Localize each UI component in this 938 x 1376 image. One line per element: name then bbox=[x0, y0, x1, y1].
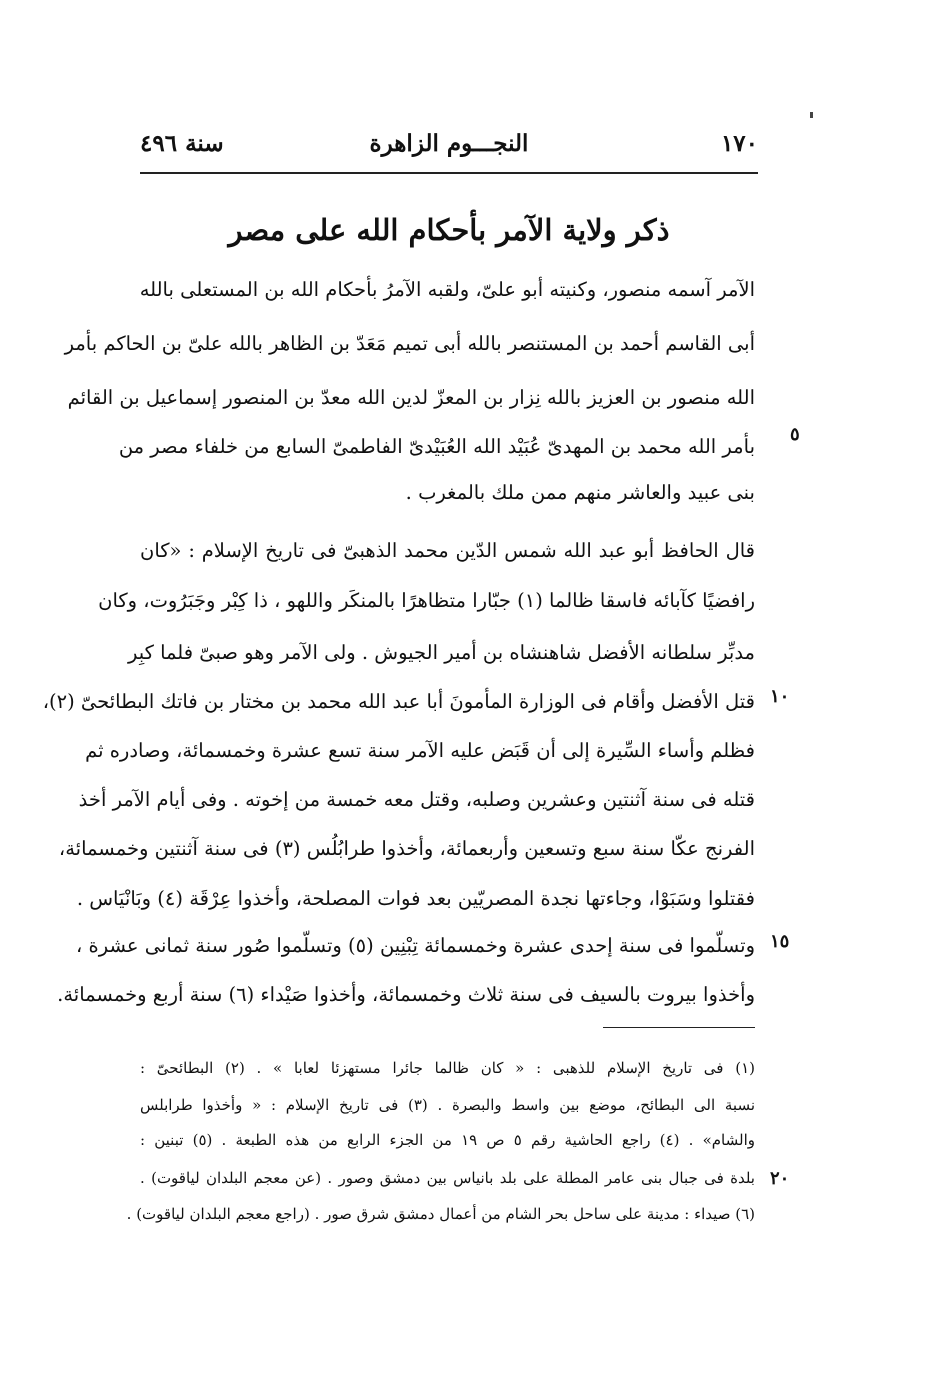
margin-line-number: ١٠ bbox=[770, 686, 790, 707]
body-line: الفرنج عكّا سنة سبع وتسعين وأربعمائة، وأخذوا طرابُلُس (٣) فى سنة آثنتين وخمسمائة، bbox=[58, 837, 755, 860]
body-line: الآمر آسمه منصور، وكنيته أبو علىّ، ولقبه الآمرُ بأحكام الله بن المستعلى بالله bbox=[139, 278, 755, 301]
footnote-line: بلدة فى جبال بنى عامر المطلة على بلد بانياس بين دمشق وصور . (عن معجم البلدان لياقوت) . bbox=[140, 1169, 755, 1187]
body-line: مدبِّر سلطانه الأفضل شاهنشاه بن أمير الجيوش . ولى الآمر وهو صبىّ فلما كبِر bbox=[127, 641, 755, 664]
margin-line-number: ٢٠ bbox=[770, 1168, 790, 1189]
print-speck bbox=[810, 112, 813, 118]
footnote-line: (١) فى تاريخ الإسلام للذهبى : « كان ظالما جائرا مستهزئا لعابا » . (٢) البطائحىّ : bbox=[140, 1059, 755, 1077]
body-line: أبى القاسم أحمد بن المستنصر بالله أبى تميم مَعَدّ بن الظاهر بالله علىّ بن الحاكم بأمر bbox=[64, 332, 755, 355]
body-text bbox=[42, 0, 755, 1376]
body-line: وتسلّموا فى سنة إحدى عشرة وخمسمائة تِبْنِين (٥) وتسلّموا صُور سنة ثمانى عشرة ، bbox=[76, 934, 755, 957]
body-line: رافضيًا كآبائه فاسقا ظالما (١) جبّارا متظاهرًا بالمنكَر واللهو ، ذا كِبْر وجَبَرُوت، وكان bbox=[98, 589, 755, 612]
body-line: بأمر الله محمد بن المهدىّ عُبَيْد الله العُبَيْدىّ الفاطمىّ السابع من خلفاء مصر من bbox=[118, 435, 755, 458]
header-year: سنة ٤٩٦ bbox=[140, 130, 224, 157]
body-line: قتل الأفضل وأقام فى الوزارة المأمونَ أبا عبد الله محمد بن مختار بن فاتك البطائحىّ (٢)، bbox=[42, 690, 755, 713]
book-title: النجـــوم الزاهرة bbox=[369, 130, 529, 157]
body-line: بنى عبيد والعاشر منهم ممن ملك بالمغرب . bbox=[405, 481, 755, 504]
body-line: قال الحافظ أبو عبد الله شمس الدّين محمد الذهبىّ فى تاريخ الإسلام : «كان bbox=[140, 539, 755, 562]
footnote-line: (٦) صيداء : مدينة على ساحل بحر الشام من أعمال دمشق شرق صور . (راجع معجم البلدان لياقوت) . bbox=[126, 1205, 755, 1223]
page-number: ١٧٠ bbox=[720, 130, 758, 157]
margin-line-number: ٥ bbox=[790, 424, 800, 445]
footnote-line: والشام» . (٤) راجع الحاشية رقم ٥ ص ١٩ من الجزء الرابع من هذه الطبعة . (٥) تبنين : bbox=[140, 1131, 755, 1149]
body-line: فظلم وأساء السِّيرة إلى أن قَبَض عليه الآمر سنة تسع عشرة وخمسمائة، وصادره ثم bbox=[85, 739, 755, 762]
body-line: قتله فى سنة آثنتين وعشرين وصلبه، وقتل معه خمسة من إخوته . وفى أيام الآمر أخذ bbox=[78, 788, 755, 811]
footnote-line: نسبة الى البطائح، موضع بين واسط والبصرة . (٣) فى تاريخ الإسلام : « وأخذوا طرابلس bbox=[140, 1096, 755, 1114]
body-line: فقتلوا وسَبَوْا، وجاءتها نجدة المصريّين بعد فوات المصلحة، وأخذوا عِرْقَة (٤) وبَانْيَاس . bbox=[76, 887, 755, 910]
body-line: الله منصور بن العزيز بالله نِزار بن المعزّ لدين الله معدّ بن المنصور إسماعيل بن القائم bbox=[67, 386, 755, 409]
body-line: وأخذوا بيروت بالسيف فى سنة ثلاث وخمسمائة، وأخذوا صَيْداء (٦) سنة أربع وخمسمائة. bbox=[57, 983, 755, 1006]
margin-line-number: ١٥ bbox=[770, 931, 790, 952]
footnote-rule bbox=[603, 1027, 755, 1028]
section-title: ذكر ولاية الآمر بأحكام الله على مصر bbox=[228, 213, 670, 247]
